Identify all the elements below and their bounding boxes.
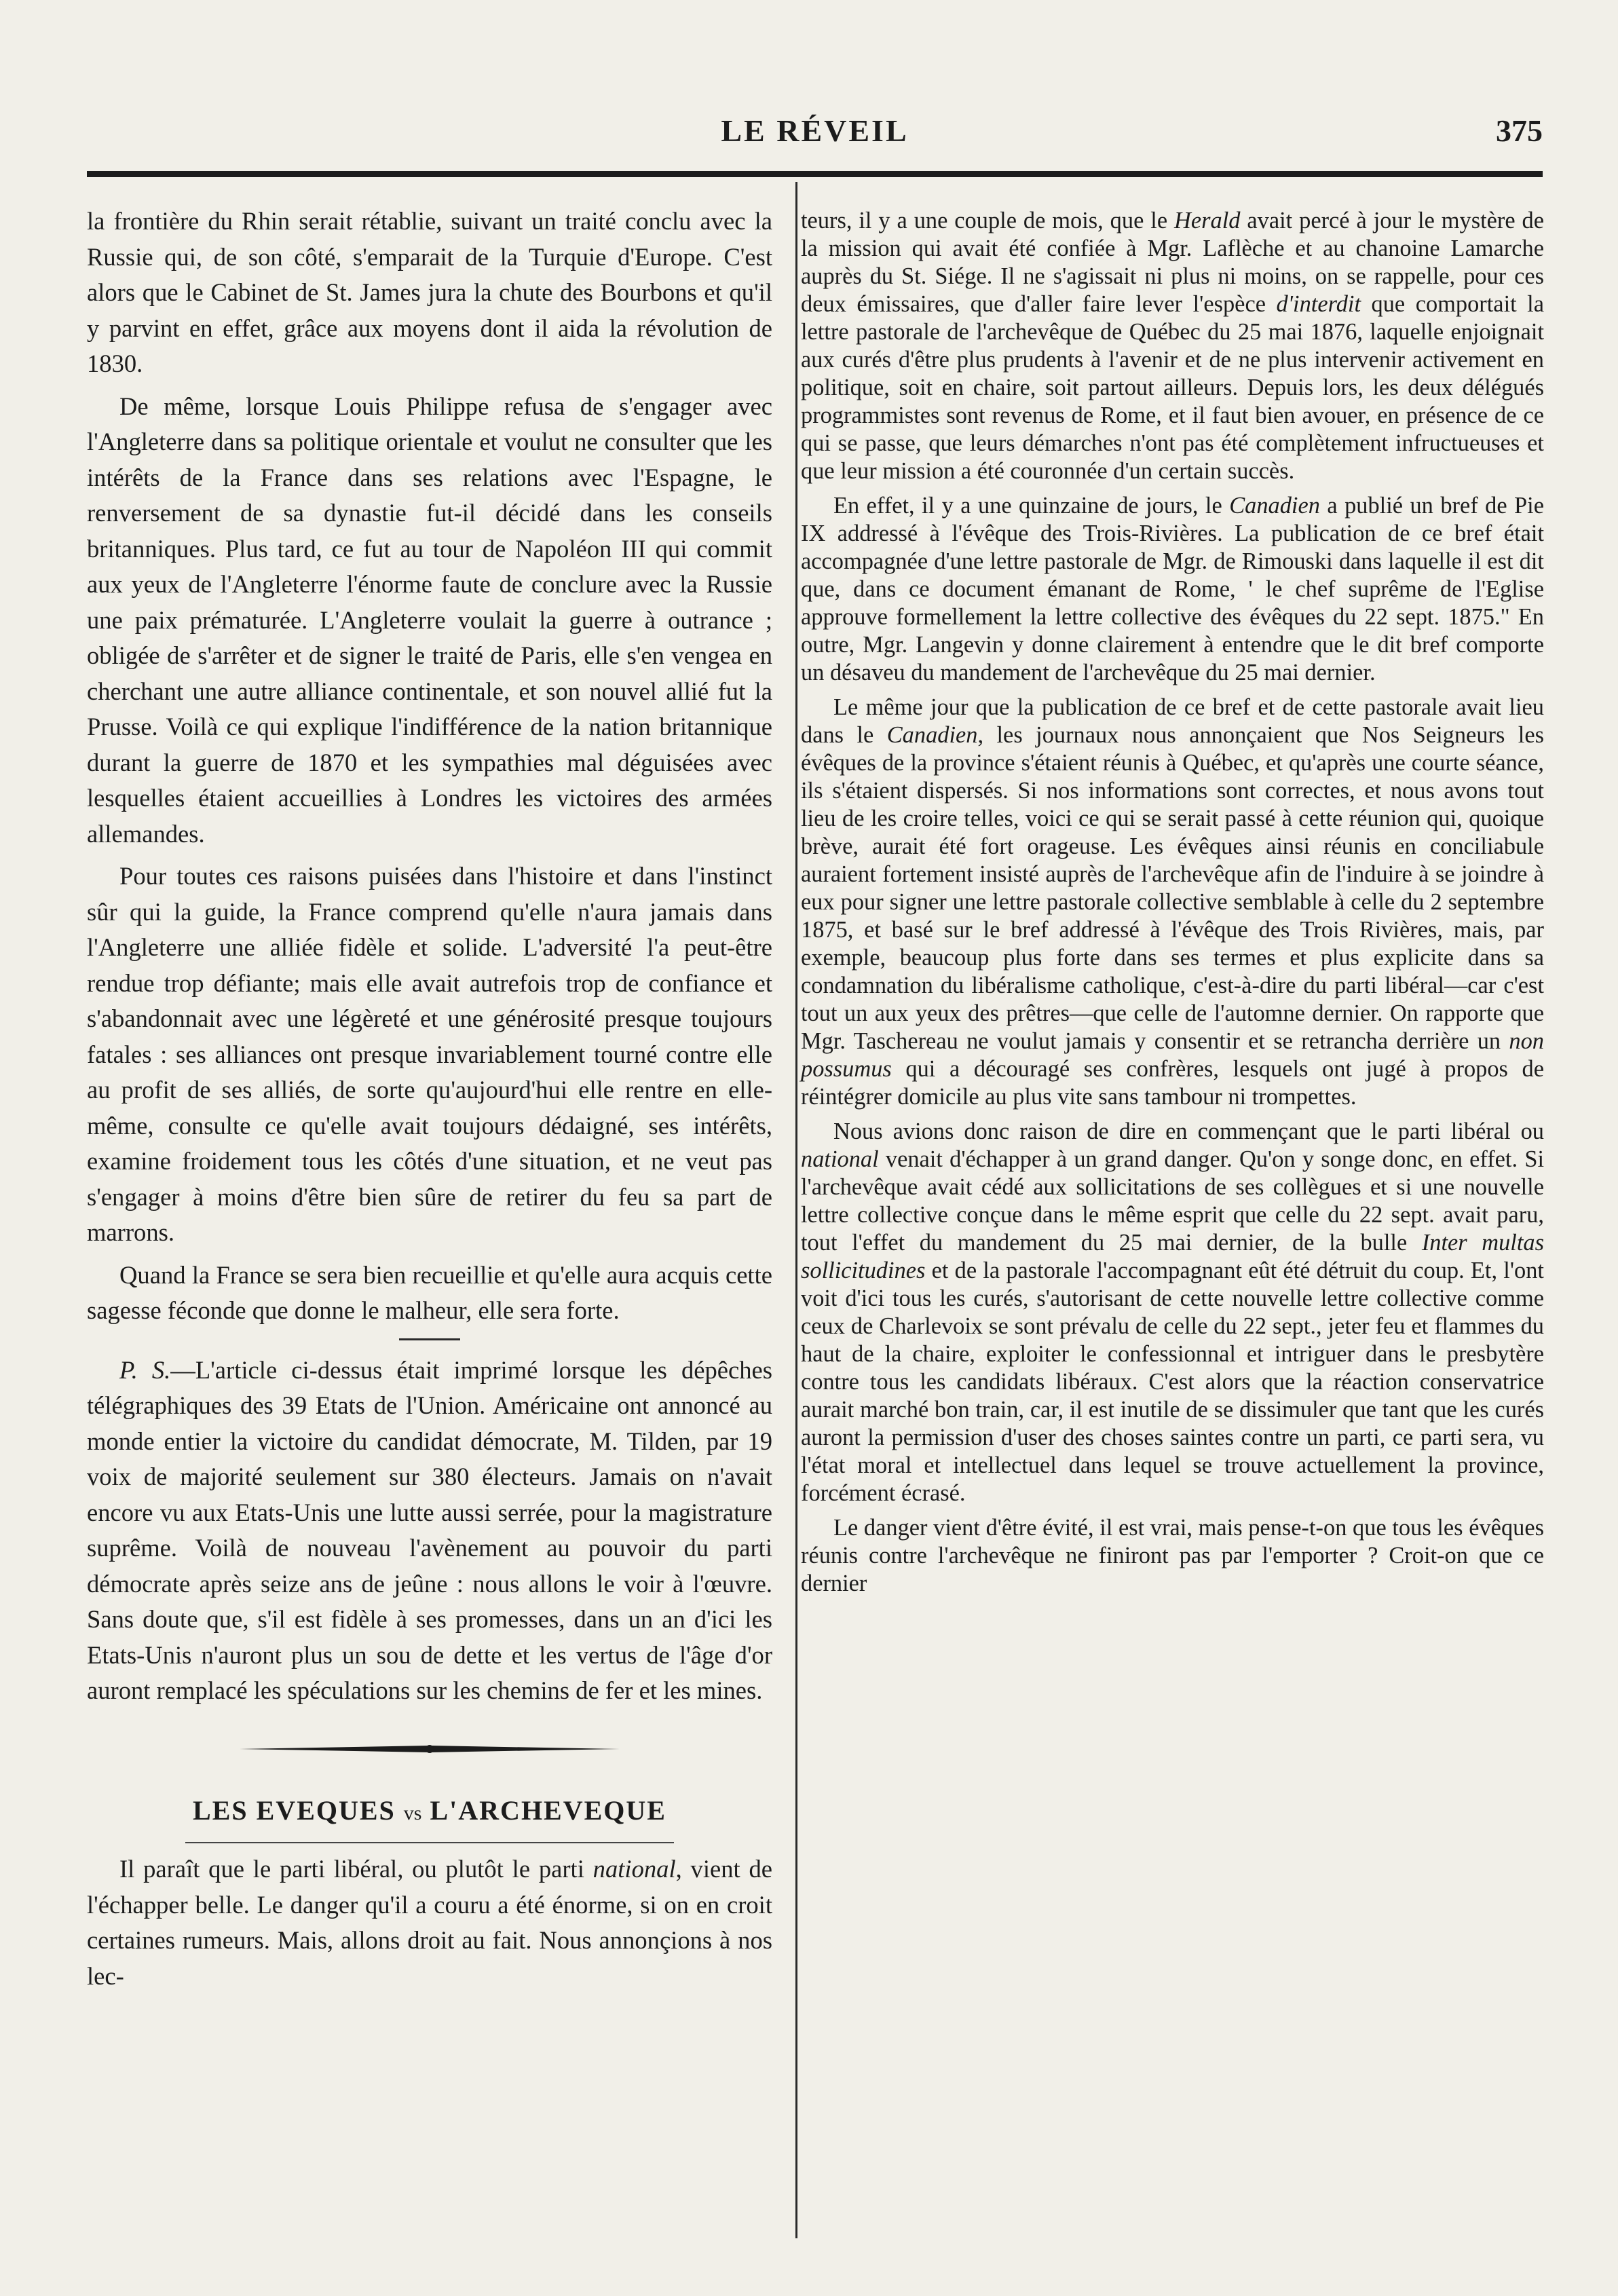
paragraph: la frontière du Rhin serait rétablie, suivant un traité conclu avec la Russie qui, de son côté, s'emparait de la Turquie d'Europe. C'est alors que le Cabinet de St. James jura la chute des Bourbons et qu'il y parvint en effet, grâce aux moyens dont il aida la révolution de 1830. (87, 207, 772, 377)
italic-run: national (592, 1855, 676, 1883)
text-run: et de la pastorale l'accompagnant eût été détruit du coup. Et, l'ont voit d'ici tous les curés, s'autorisant de cette nouvelle lettre collective comme ceux de Charlevoix se sont prévalu de celle du 22 sept., jeter feu et flammes du haut de la chaire, exploiter le confessionnal et intriguer dans le presbytère contre tous les candidats libéraux. C'est alors que la réaction conservatrice aurait marché bon train, car, il est inutile de se dissimuler que tant que les curés auront la permission d'user des choses saintes contre un parti, ce parti sera, vu l'état moral et intellectuel dans lequel se trouve actuellement la province, forcément écrasé. (801, 1258, 1544, 1506)
italic-run: Canadien (886, 722, 978, 748)
section-title-part1: LES EVEQUES (193, 1794, 396, 1826)
text-run: que comportait la lettre pastorale de l'archevêque de Québec du 25 mai 1876, laquelle enjoignait aux curés d'être plus prudents à l'avenir et de ne plus intervenir activement en politique, soit en chaire, soit partout ailleurs. Depuis lors, les deux délégués programmistes sont revenus de Rome, et il faut bien avouer, en présence de ce qui se passe, que leurs démarches n'ont pas été complètement infructueuses et que leur mission a été couronnée d'un certain succès. (801, 291, 1544, 484)
text-run: venait d'échapper à un grand danger. Qu'on y songe donc, en effet. Si l'archevêque avait cédé aux sollicitations de ses collègues et si une nouvelle lettre collective conçue dans le même esprit que celle du 22 sept. avait paru, tout l'effet du mandement du 25 mai dernier, de la bulle (801, 1146, 1544, 1256)
column-divider (795, 182, 797, 2238)
paragraph (801, 1118, 1544, 1507)
left-column (87, 204, 772, 2001)
italic-run: Canadien (1229, 493, 1320, 519)
paragraph: Quand la France se sera bien recueillie et qu'elle aura acquis cette sagesse féconde que donne le malheur, elle sera forte. (87, 1260, 772, 1324)
section-title-underline (185, 1842, 674, 1843)
italic-run: Herald (1174, 208, 1241, 233)
text-run: teurs, il y a une couple de mois, que le (801, 208, 1175, 233)
text-run: qui a découragé ses confrères, lesquels ont jugé à propos de réintégrer domicile au plus vite sans tambour ni trompettes. (801, 1056, 1544, 1110)
postscript-label: P. S. (119, 1355, 171, 1384)
text-run: , vient de l'échapper belle. Le danger qu'il a couru a été énorme, si on en croit certaines rumeurs. Mais, allons droit au fait. Nous annonçions à nos lec- (87, 1855, 772, 1990)
section-title-part2: L'ARCHEVEQUE (430, 1794, 666, 1826)
paragraph: Le danger vient d'être évité, il est vrai, mais pense-t-on que tous les évêques réunis contre l'archevêque ne finiront pas par l'emporter ? Croit-on que ce dernier (801, 1515, 1544, 1596)
paragraph (87, 1851, 772, 1994)
paragraph (801, 207, 1544, 485)
header-rule (87, 171, 1543, 177)
text-run: Nous avions donc raison de dire en commençant que le parti libéral ou (833, 1118, 1544, 1144)
text-run: Le même jour que la publication de ce bref et de cette pastorale avait lieu dans le (801, 694, 1544, 748)
section-title (87, 1793, 772, 1832)
text-run: En effet, il y a une quinzaine de jours, le (833, 493, 1230, 519)
separator-rule (399, 1338, 460, 1340)
right-column (801, 207, 1544, 1604)
italic-run: non possumus (801, 1028, 1544, 1082)
running-title: LE RÉVEIL (721, 113, 909, 148)
section-title-vs: vs (403, 1801, 422, 1824)
paragraph: De même, lorsque Louis Philippe refusa de s'engager avec l'Angleterre dans sa politique orientale et voulut ne consulter que les intérêts de la France dans ses relations avec l'Espagne, le renversement de sa dynastie fut-il décidé dans les conseils britanniques. Plus tard, ce fut au tour de Napoléon III qui commit aux yeux de l'Angleterre l'énorme faute de conclure avec la Russie une paix prématurée. L'Angleterre voulait la guerre à outrance ; obligée de s'arrêter et de signer le traité de Paris, elle s'en vengea en cherchant une autre alliance continentale, et son nouvel allié fut la Prusse. Voilà ce qui explique l'indifférence de la nation britannique durant la guerre de 1870 et les sympathies mal déguisées avec lesquelles étaient accueillies à Londres les victoires des armées allemandes. (87, 392, 772, 848)
postscript-paragraph (87, 1353, 772, 1709)
italic-run: Inter multas sollicitudines (801, 1230, 1544, 1283)
paragraph (801, 492, 1544, 687)
page-header (87, 107, 1543, 162)
ornamental-rule (240, 1744, 620, 1754)
page-number: 375 (1496, 113, 1543, 148)
paragraph: Pour toutes ces raisons puisées dans l'histoire et dans l'instinct sûr qui la guide, la France comprend qu'elle n'aura jamais dans l'Angleterre une alliée fidèle et solide. L'adversité l'a peut-être rendue trop défiante; mais elle avait autrefois trop de confiance et s'abandonnait avec une légèreté et une générosité presque toujours fatales : ses alliances ont presque invariablement tourné contre elle au profit de ses alliés, de sorte qu'aujourd'hui elle rentre en elle-même, consulte ce qu'elle avait toujours dédaigné, ses intérêts, examine froidement tous les côtés d'une situation, et ne veut pas s'engager à moins d'être bien sûre de retirer du feu sa part de marrons. (87, 862, 772, 1246)
text-run: , les journaux nous annonçaient que Nos Seigneurs les évêques de la province s'étaient réunis à Québec, et qu'après une courte séance, ils s'étaient dispersés. Si nos informations sont correctes, et nous avons tout lieu de les croire telles, voici ce qui se serait passé à cette réunion qui, quoique brève, aurait été fort orageuse. Les évêques ainsi réunis en conciliabule auraient fortement insisté auprès de l'archevêque afin de l'induire à se joindre à eux pour signer une lettre pastorale collective semblable à celle du 2 septembre 1875, et basé sur le bref addressé à l'évêque des Trois Rivières, mais, par exemple, beaucoup plus forte dans ses termes et plus explicite dans sa condamnation du libéralisme catholique, c'est-à-dire du parti libéral—car c'est tout un aux yeux des prêtres—que celle de l'automne dernier. On rapporte que Mgr. Taschereau ne voulut jamais y consentir et se retrancha derrière un (801, 722, 1544, 1054)
paragraph (801, 694, 1544, 1111)
text-run: avait percé à jour le mystère de la mission qui avait été confiée à Mgr. Laflèche et au chanoine Lamarche auprès du St. Siége. Il ne s'agissait ni plus ni moins, on se rappelle, pour ces deux émissaires, que d'aller faire lever l'espèce (801, 208, 1545, 317)
text-run: a publié un bref de Pie IX addressé à l'évêque des Trois-Rivières. La publication de ce bref était accompagnée d'une lettre pastorale de Mgr. de Rimouski dans laquelle il est dit que, dans ce document émanant de Rome, ' le chef suprême de l'Eglise approuve formellement la lettre collective des évêques du 22 sept. 1875." En outre, Mgr. Langevin y donne clairement à entendre que le dit bref comporte un désaveu du mandement de l'archevêque du 25 mai dernier. (801, 493, 1544, 685)
text-run: Il paraît que le parti libéral, ou plutôt le parti (119, 1855, 593, 1883)
italic-run: national (801, 1146, 879, 1172)
postscript-text: —L'article ci-dessus était imprimé lorsque les dépêches télégraphiques des 39 Etats de l'Union. Américaine ont annoncé au monde entier la victoire du candidat démocrate, M. Tilden, par 19 voix de majorité seulement sur 380 électeurs. Jamais on n'avait encore vu aux Etats-Unis une lutte aussi serrée, pour la magistrature suprême. Voilà de nouveau l'avènement au pouvoir du parti démocrate après seize ans de jeûne : nous allons le voir à l'œuvre. Sans doute que, s'il est fidèle à ses promesses, dans un an d'ici les Etats-Unis n'auront plus un sou de dette et les vertus de l'âge d'or auront remplacé les spéculations sur les chemins de fer et les mines. (87, 1355, 772, 1704)
italic-run: d'interdit (1276, 291, 1361, 317)
